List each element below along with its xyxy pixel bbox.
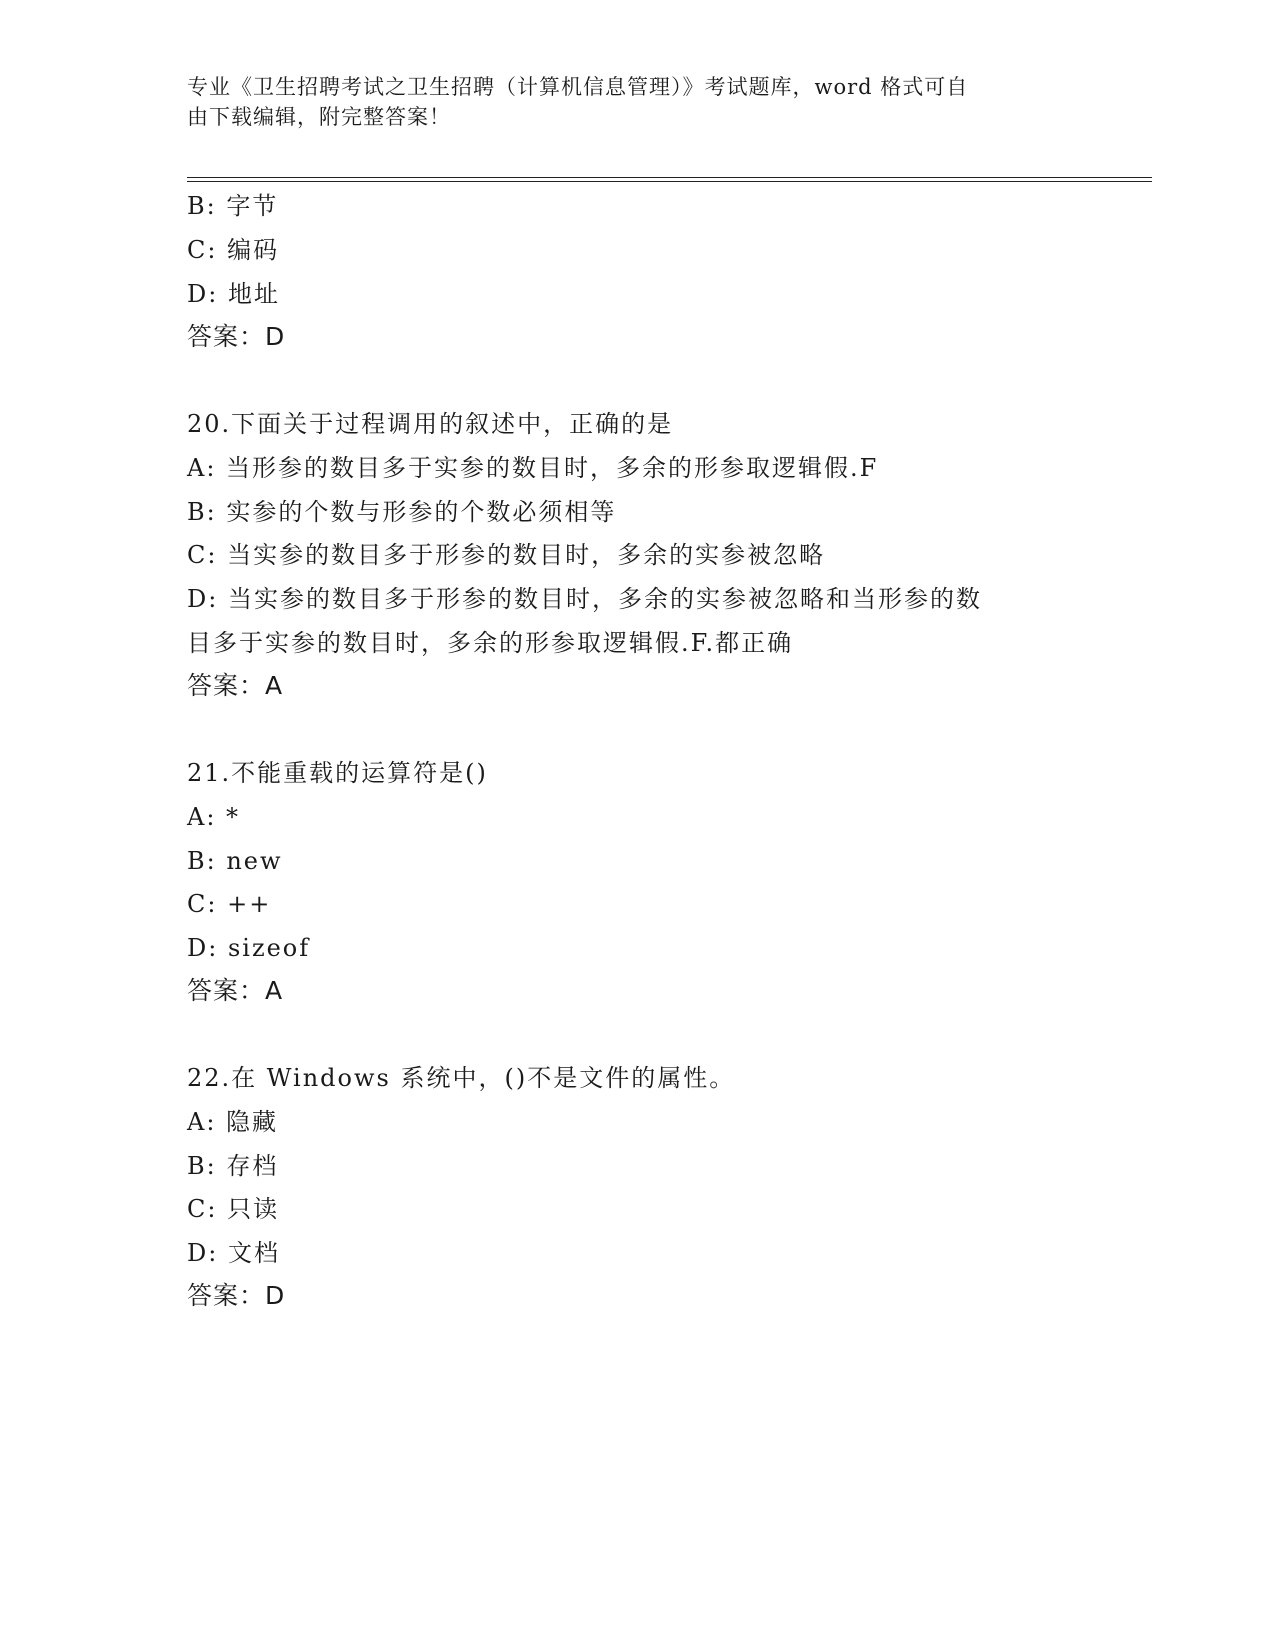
q22-stem: 22.在 Windows 系统中，()不是文件的属性。 (187, 1064, 736, 1092)
header-line-1: 专业《卫生招聘考试之卫生招聘（计算机信息管理）》考试题库，word 格式可自 (187, 75, 969, 99)
q22-option-d: D: 文档 (187, 1239, 280, 1267)
header-divider-top (187, 177, 1152, 178)
q21-option-a: A: * (187, 803, 241, 831)
q21-answer: 答案：A (187, 976, 284, 1005)
q20-option-d-line-2: 目多于实参的数目时，多余的形参取逻辑假.F.都正确 (187, 629, 794, 657)
q20-option-c: C: 当实参的数目多于形参的数目时，多余的实参被忽略 (187, 541, 826, 569)
prev-option-b: B: 字节 (187, 192, 279, 220)
q20-option-b: B: 实参的个数与形参的个数必须相等 (187, 498, 617, 526)
q22-option-b: B: 存档 (187, 1152, 279, 1180)
q20-stem: 20.下面关于过程调用的叙述中，正确的是 (187, 410, 674, 438)
q20-option-d-line-1: D: 当实参的数目多于形参的数目时，多余的实参被忽略和当形参的数 (187, 585, 982, 613)
q21-option-c: C: ++ (187, 890, 272, 918)
q21-option-d: D: sizeof (187, 934, 311, 962)
header-line-2: 由下载编辑，附完整答案！ (187, 105, 451, 129)
prev-answer: 答案：D (187, 322, 286, 351)
q22-option-c: C: 只读 (187, 1195, 280, 1223)
q20-option-a: A: 当形参的数目多于实参的数目时，多余的形参取逻辑假.F (187, 454, 879, 482)
document-header (187, 72, 1087, 132)
q22-answer: 答案：D (187, 1281, 286, 1310)
prev-option-c: C: 编码 (187, 236, 280, 264)
q21-option-b: B: new (187, 847, 283, 875)
q22-option-a: A: 隐藏 (187, 1108, 279, 1136)
q21-stem: 21.不能重载的运算符是() (187, 759, 488, 787)
prev-option-d: D: 地址 (187, 280, 280, 308)
header-divider-bottom (187, 181, 1152, 182)
q20-answer: 答案：A (187, 671, 284, 700)
